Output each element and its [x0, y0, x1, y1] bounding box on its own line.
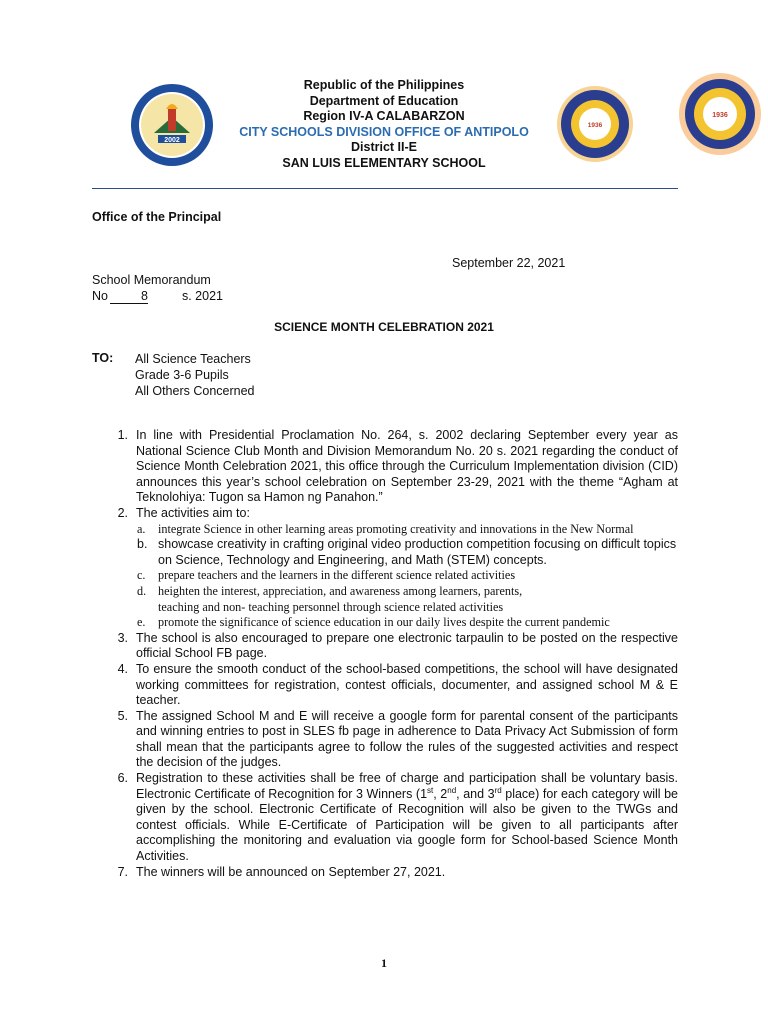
sub-item-text: teaching and non- teaching personnel through science related activities: [158, 599, 504, 614]
sub-item-text: integrate Science in other learning areas promoting creativity and innovations in the New Normal: [158, 521, 634, 536]
list-item: [110, 865, 678, 881]
item-number: 6.: [117, 771, 128, 786]
item-text: The winners will be announced on September 27, 2021.: [136, 864, 446, 879]
page-number: 1: [381, 956, 387, 970]
item-text: The activities aim to:: [136, 505, 250, 520]
list-item: [110, 631, 678, 662]
memo-number-line: [92, 288, 223, 304]
list-item: [110, 662, 678, 709]
recipient: All Science Teachers: [135, 352, 251, 366]
office-label: Office of the Principal: [92, 210, 222, 224]
list-item: [110, 771, 678, 865]
letterhead: [0, 78, 768, 171]
memo-series: s. 2021: [181, 289, 223, 303]
header-department: Department of Education: [309, 93, 459, 108]
svg-text:2002: 2002: [164, 137, 180, 144]
item-number: 4.: [117, 661, 128, 676]
header-district: District II-E: [351, 140, 417, 154]
sub-item-text: heighten the interest, appreciation, and awareness among learners, parents,: [158, 583, 523, 598]
memo-reference: [92, 272, 223, 304]
item-number: 7.: [117, 864, 128, 879]
sub-item-text: showcase creativity in crafting original video production competition focusing on difficult topics on Science, Technology and Engineering, and Math (STEM) concepts.: [158, 537, 677, 567]
header-division: CITY SCHOOLS DIVISION OFFICE OF ANTIPOLO: [239, 124, 529, 139]
list-item: [110, 709, 678, 771]
item-text: In line with Presidential Proclamation No. 264, s. 2002 declaring September every year as National Science Club Month and Division Memorandum No. 20 s. 2021 regarding the conduct of Science Month Celebration 2021, this office through the Curriculum Implementation division (CID) announces this year’s school celebration on September 23-29, 2021 with the theme “Agham at Teknolohiya: Tugon sa Hamon ng Panahon.”: [136, 428, 678, 505]
svg-text:1936: 1936: [712, 112, 728, 119]
item-text-part: , and 3: [456, 786, 495, 801]
header-divider: [92, 188, 678, 189]
memo-no-label: No: [92, 289, 108, 303]
sub-item-text: prepare teachers and the learners in the different science related activities: [158, 568, 516, 583]
memo-date: September 22, 2021: [452, 256, 566, 270]
header-school-name: SAN LUIS ELEMENTARY SCHOOL: [282, 155, 486, 170]
sub-item: [110, 615, 678, 631]
item-text-part: , 2: [433, 786, 448, 801]
item-text: [136, 771, 678, 863]
header-republic: Republic of the Philippines: [303, 78, 465, 92]
sub-item-letter: a.: [137, 521, 146, 536]
item-text: The school is also encouraged to prepare one electronic tarpaulin to be posted on the respective official School FB page.: [136, 630, 678, 661]
sub-item-letter: e.: [137, 615, 146, 630]
sub-item: [110, 584, 678, 615]
recipient: Grade 3-6 Pupils: [135, 368, 229, 382]
header-region: Region IV-A CALABARZON: [303, 109, 465, 123]
memo-title: SCIENCE MONTH CELEBRATION 2021: [274, 320, 494, 334]
sub-item: [110, 568, 678, 584]
ordinal-suffix: rd: [494, 785, 502, 795]
item-number: 5.: [117, 708, 128, 723]
memo-number: 8: [110, 290, 148, 304]
sub-item-letter: b.: [137, 537, 148, 552]
item-number: 1.: [117, 428, 128, 442]
item-text-part: Registration to these activities shall be free of charge and participation shall be voluntary basis. Electronic Certificate of Recognition for 3 Winners (1: [136, 771, 678, 801]
sub-item: [110, 537, 678, 568]
recipient: All Others Concerned: [135, 384, 255, 398]
sub-item: [110, 522, 678, 538]
ordinal-suffix: st: [427, 785, 434, 795]
item-text-part: place) for each category will be given by the school. Electronic Certificate of Recognition will also be given to the TWGs and contest officials. While E-Certificate of Participation will be given to all participants after accomplishing the monitoring and evaluation via google form for School-based Science Month Activities.: [136, 786, 678, 864]
recipient-list: [135, 351, 255, 399]
item-number: 3.: [117, 630, 128, 645]
to-label: TO:: [92, 351, 114, 365]
list-item: [110, 428, 678, 506]
ordinal-suffix: nd: [447, 785, 457, 795]
memo-label: School Memorandum: [92, 273, 211, 287]
item-number: 2.: [117, 505, 128, 520]
sub-item-letter: d.: [137, 583, 147, 598]
sub-item-text: promote the significance of science education in our daily lives despite the current pandemic: [158, 615, 610, 630]
sub-item-letter: c.: [137, 568, 146, 583]
svg-text:1936: 1936: [587, 122, 603, 129]
item-text: To ensure the smooth conduct of the school-based competitions, the school will have designated working committees for registration, contest officials, documenter, and assigned school M & E teacher.: [136, 661, 678, 708]
memo-body: [110, 428, 678, 880]
item-text: The assigned School M and E will receive a google form for parental consent of the participants and winning entries to post in SLES fb page in adherence to Data Privacy Act Submission of form shall mean that the participants agree to follow the rules of the suggested activities and respect the decision of the judges.: [136, 708, 678, 770]
list-item: [110, 506, 678, 522]
